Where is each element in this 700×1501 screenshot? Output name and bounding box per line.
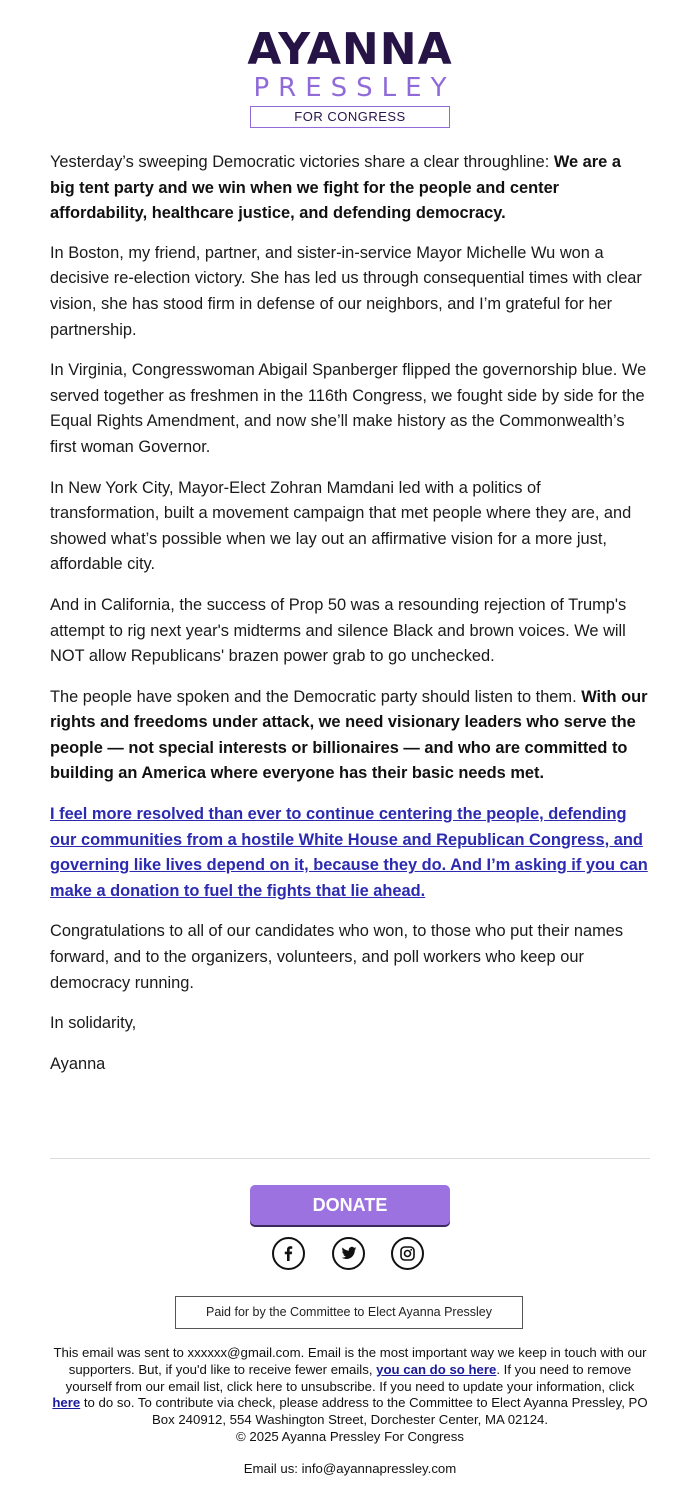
footer-text-part2: . If you need to remove yourself from our email list, click here to unsubscribe. If you need to update your information, click (65, 1361, 635, 1394)
twitter-icon[interactable] (332, 1237, 365, 1270)
footer-text-part1: This email was sent to xxxxxx@gmail.com. Email is the most important way we keep in touch with our supporters. But, if you'd like to receive fewer emails, (53, 1345, 647, 1377)
footer-text (50, 1345, 650, 1446)
divider (50, 1158, 650, 1159)
signoff: In solidarity, (50, 1014, 137, 1033)
logo-surname: PRESSLEY (253, 73, 456, 103)
paragraph-people-spoken (50, 685, 650, 787)
facebook-icon[interactable] (272, 1237, 305, 1270)
update-info-link[interactable]: here (52, 1395, 81, 1411)
paragraph-virginia: In Virginia, Congresswoman Abigail Spanberger flipped the governorship blue. We served together as freshmen in the 116th Congress, we fought side by side for the Equal Rights Amendment, and now she’ll make history as the Commonwealth’s first woman Governor. (50, 361, 647, 456)
intro-bold-text: We are a big tent party and we win when we fight for the people and center affordability, healthcare justice, and defending democracy. (50, 153, 621, 223)
copyright: © 2025 Ayanna Pressley For Congress (236, 1428, 464, 1444)
donate-button[interactable]: DONATE (250, 1185, 450, 1225)
logo-tagline: FOR CONGRESS (250, 106, 450, 128)
paid-for-disclaimer: Paid for by the Committee to Elect Ayanna Pressley (175, 1296, 523, 1329)
donation-ask-link[interactable]: I feel more resolved than ever to continue centering the people, defending our communities from a hostile White House and Republican Congress, and governing like lives depend on it, because they do. And I’m asking if you can make a donation to fuel the fights that lie ahead. (50, 805, 648, 900)
instagram-icon[interactable] (391, 1237, 424, 1270)
paragraph-congratulations: Congratulations to all of our candidates who won, to those who put their names forward, and to the organizers, volunteers, and poll workers who keep our democracy running. (50, 922, 624, 992)
people-spoken-bold-text: With our rights and freedoms under attack, we need visionary leaders who serve the people — not special interests or billionaires — and who are committed to building an America where everyone has their basic needs met. (50, 687, 648, 783)
paragraph-new-york: In New York City, Mayor-Elect Zohran Mamdani led with a politics of transformation, built a movement campaign that met people where they are, and showed what’s possible when we lay out an affirmative vision for a more just, affordable city. (50, 478, 632, 574)
fewer-emails-link[interactable]: you can do so here (376, 1361, 497, 1377)
paragraph-boston: In Boston, my friend, partner, and sister-in-service Mayor Michelle Wu won a decisive re-election victory. She has led us through consequential times with clear vision, she has stood firm in defense of our neighbors, and I’m grateful for her partnership. (50, 243, 642, 339)
paragraph-california: And in California, the success of Prop 50 was a resounding rejection of Trump's attempt to rig next year's midterms and silence Black and brown voices. We will NOT allow Republicans' brazen power grab to go unchecked. (50, 595, 627, 666)
logo-name: AYANNA (247, 24, 453, 75)
signature: Ayanna (50, 1054, 106, 1073)
paragraph-cta (50, 802, 650, 904)
footer-text-part3: to do so. To contribute via check, please address to the Committee to Elect Ayanna Pressley, PO Box 240912, 554 Washington Street, Dorchester Center, MA 02124. (80, 1395, 648, 1428)
intro-text: Yesterday’s sweeping Democratic victories share a clear throughline: (50, 153, 554, 171)
campaign-logo[interactable] (0, 24, 700, 128)
people-spoken-text: The people have spoken and the Democratic party should listen to them. (50, 687, 582, 706)
contact-email: Email us: info@ayannapressley.com (243, 1461, 457, 1476)
email-body (50, 150, 650, 1092)
paragraph-intro (50, 150, 650, 227)
social-links (272, 1237, 430, 1273)
